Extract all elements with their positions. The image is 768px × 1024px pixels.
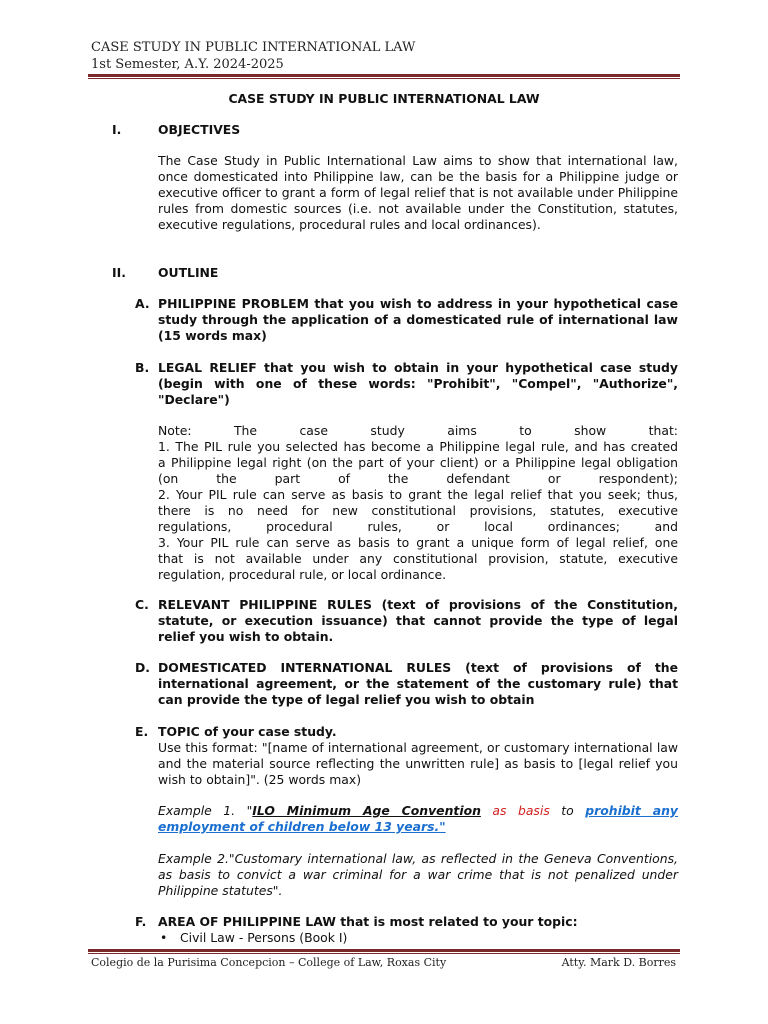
- item-d-text: DOMESTICATED INTERNATIONAL RULES (text of provisions of the international agreement, or the statement of the customary rule) that can provide the type of legal relief you wish to obtain: [158, 660, 678, 707]
- item-b-note: [158, 423, 678, 583]
- item-e-text: Use this format: "[name of international agreement, or customary international law and the material source reflecting the unwritten rule] as basis to [legal relief you wish to obtain]". (25 words max): [158, 740, 678, 787]
- example-1-prefix: Example 1. ": [158, 803, 253, 818]
- item-a-text: PHILIPPINE PROBLEM that you wish to address in your hypothetical case study through the application of a domesticated rule of international law (15 words max): [158, 296, 678, 343]
- example-2: Example 2."Customary international law, as reflected in the Geneva Conventions, as basis to convict a war criminal for a war crime that is not penalized under Philippine statutes".: [158, 851, 678, 898]
- item-c-text: RELEVANT PHILIPPINE RULES (text of provisions of the Constitution, statute, or execution issuance) that cannot provide the type of legal relief you wish to obtain.: [158, 597, 678, 644]
- section-number-objectives: I.: [112, 122, 122, 137]
- note-line: regulation, procedural rule, or local ordinance.: [158, 567, 447, 582]
- item-e-heading: TOPIC of your case study.: [158, 724, 337, 739]
- section-heading-objectives: OBJECTIVES: [158, 122, 241, 137]
- example-1-to: to: [561, 803, 586, 818]
- header-semester: 1st Semester, A.Y. 2024-2025: [91, 57, 284, 72]
- example-1: [158, 803, 678, 835]
- item-letter-b: B.: [135, 360, 150, 375]
- note-line: 2. Your PIL rule can serve as basis to grant the legal relief that you seek; thus,: [158, 487, 678, 502]
- footer-rule-thin: [88, 953, 680, 954]
- document-title: CASE STUDY IN PUBLIC INTERNATIONAL LAW: [228, 91, 540, 106]
- item-letter-d: D.: [135, 660, 150, 675]
- item-letter-c: C.: [135, 597, 149, 612]
- example-1-relief: prohibit any employment of children below 13 years.": [158, 803, 678, 834]
- item-f-bullet: Civil Law - Persons (Book I): [180, 930, 348, 945]
- note-line: regulations, procedural rules, or local ordinances; and: [158, 519, 678, 534]
- note-line: there is no need for new constitutional provisions, statutes, executive: [158, 503, 678, 518]
- note-line: 3. Your PIL rule can serve as basis to grant a unique form of legal relief, one: [158, 535, 678, 550]
- objectives-paragraph: The Case Study in Public International Law aims to show that international law, once domesticated into Philippine law, can be the basis for a Philippine judge or executive officer to grant a form of legal relief that is not available under Philippine rules from domestic sources (i.e. not available under the Constitution, statutes, executive regulations, procedural rules and local ordinances).: [158, 153, 678, 232]
- example-1-as-basis: as basis: [480, 803, 562, 818]
- footer-rule: [88, 949, 680, 952]
- item-b-text: LEGAL RELIEF that you wish to obtain in your hypothetical case study (begin with one of these words: "Prohibit", "Compel", "Authorize", "Declare"): [158, 360, 678, 407]
- item-letter-f: F.: [135, 914, 147, 929]
- item-f-text: AREA OF PHILIPPINE LAW that is most related to your topic:: [158, 914, 578, 929]
- example-1-agreement: ILO Minimum Age Convention: [252, 803, 481, 818]
- section-number-outline: II.: [112, 265, 126, 280]
- header-title: CASE STUDY IN PUBLIC INTERNATIONAL LAW: [91, 40, 416, 55]
- note-line: a Philippine legal right (on the part of your client) or a Philippine legal obligation: [158, 455, 678, 470]
- note-line: (on the part of the defendant or respondent);: [158, 471, 678, 486]
- footer-institution: Colegio de la Purisima Concepcion – College of Law, Roxas City: [91, 956, 447, 969]
- header-rule-thin: [88, 78, 680, 79]
- bullet-icon: •: [160, 930, 168, 945]
- note-line: Note: The case study aims to show that:: [158, 423, 678, 438]
- item-e-block: [158, 724, 678, 788]
- section-heading-outline: OUTLINE: [158, 265, 219, 280]
- header-rule: [88, 74, 680, 77]
- note-line: 1. The PIL rule you selected has become a Philippine legal rule, and has created: [158, 439, 678, 454]
- note-line: that is not available under any constitutional provision, statute, executive: [158, 551, 678, 566]
- item-letter-a: A.: [135, 296, 150, 311]
- item-letter-e: E.: [135, 724, 149, 739]
- footer-author: Atty. Mark D. Borres: [561, 956, 676, 969]
